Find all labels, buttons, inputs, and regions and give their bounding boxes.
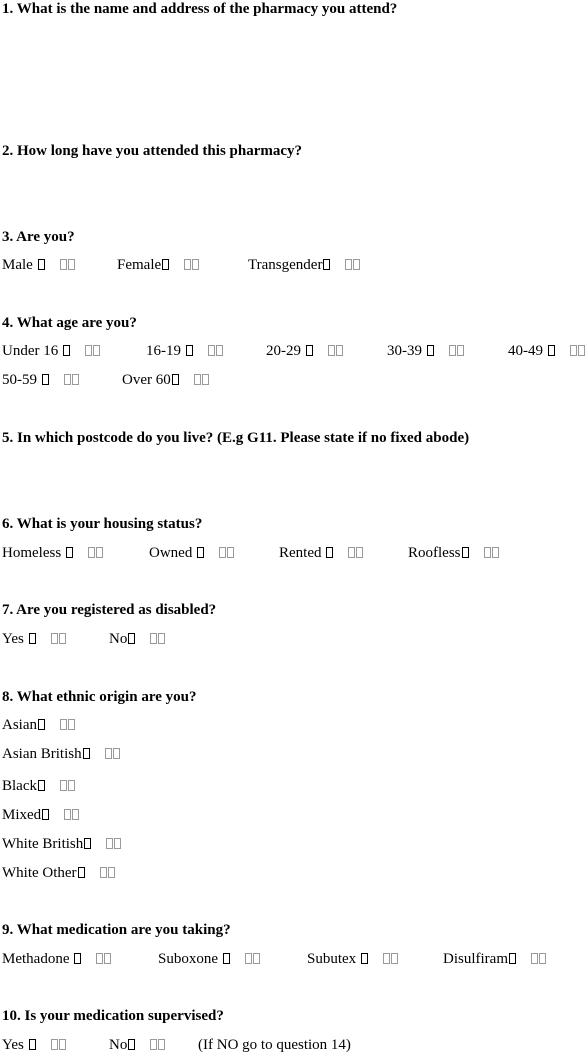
checkbox-icon[interactable] (60, 259, 67, 270)
checkbox-icon[interactable] (38, 719, 45, 730)
checkbox-icon[interactable] (570, 345, 577, 356)
option-subutex[interactable]: Subutex (307, 950, 398, 968)
option-50-59[interactable]: 50-59 (2, 371, 79, 389)
checkbox-icon[interactable] (578, 345, 585, 356)
checkbox-icon[interactable] (509, 953, 516, 964)
checkbox-icon[interactable] (100, 867, 107, 878)
checkbox-icon[interactable] (88, 547, 95, 558)
checkbox-icon[interactable] (68, 780, 75, 791)
checkbox-icon[interactable] (323, 259, 330, 270)
option-no[interactable]: No (109, 630, 165, 648)
checkbox-icon[interactable] (353, 259, 360, 270)
question-9-label: 9. What medication are you taking? (2, 922, 231, 938)
option-asian[interactable]: Asian (2, 716, 75, 734)
checkbox-icon[interactable] (336, 345, 343, 356)
checkbox-icon[interactable] (72, 374, 79, 385)
checkbox-icon[interactable] (84, 838, 91, 849)
checkbox-icon[interactable] (128, 1039, 135, 1050)
question-4-label: 4. What age are you? (2, 315, 137, 331)
checkbox-icon[interactable] (223, 953, 230, 964)
question-6-label: 6. What is your housing status? (2, 516, 203, 532)
skip-instruction: (If NO go to question 14) (198, 1037, 351, 1053)
question-4-options-row1 (2, 342, 588, 360)
checkbox-icon[interactable] (104, 953, 111, 964)
checkbox-icon[interactable] (114, 838, 121, 849)
option-asian-british[interactable]: Asian British (2, 745, 120, 763)
checkbox-icon[interactable] (51, 633, 58, 644)
checkbox-icon[interactable] (219, 547, 226, 558)
checkbox-icon[interactable] (68, 259, 75, 270)
checkbox-icon[interactable] (42, 809, 49, 820)
checkbox-icon[interactable] (42, 374, 49, 385)
checkbox-icon[interactable] (184, 259, 191, 270)
checkbox-icon[interactable] (64, 809, 71, 820)
checkbox-icon[interactable] (60, 780, 67, 791)
checkbox-icon[interactable] (484, 547, 491, 558)
checkbox-icon[interactable] (326, 547, 333, 558)
option-rented[interactable]: Rented (279, 544, 363, 562)
question-3-label: 3. Are you? (2, 229, 75, 245)
option-mixed[interactable]: Mixed (2, 806, 79, 824)
checkbox-icon[interactable] (192, 259, 199, 270)
checkbox-icon[interactable] (59, 633, 66, 644)
option-female[interactable]: Female (117, 256, 199, 274)
option-white-british[interactable]: White British (2, 835, 121, 853)
checkbox-icon[interactable] (38, 259, 45, 270)
checkbox-icon[interactable] (108, 867, 115, 878)
checkbox-icon[interactable] (356, 547, 363, 558)
checkbox-icon[interactable] (93, 345, 100, 356)
checkbox-icon[interactable] (96, 547, 103, 558)
checkbox-icon[interactable] (150, 1039, 157, 1050)
option-yes[interactable]: Yes (2, 630, 66, 648)
option-under-16[interactable]: Under 16 (2, 342, 100, 360)
checkbox-icon[interactable] (83, 748, 90, 759)
checkbox-icon[interactable] (78, 867, 85, 878)
checkbox-icon[interactable] (162, 259, 169, 270)
checkbox-icon[interactable] (38, 780, 45, 791)
checkbox-icon[interactable] (253, 953, 260, 964)
option-male[interactable]: Male (2, 256, 75, 274)
checkbox-icon[interactable] (462, 547, 469, 558)
checkbox-icon[interactable] (113, 748, 120, 759)
checkbox-icon[interactable] (427, 345, 434, 356)
checkbox-icon[interactable] (51, 1039, 58, 1050)
checkbox-icon[interactable] (328, 345, 335, 356)
checkbox-icon[interactable] (216, 345, 223, 356)
checkbox-icon[interactable] (531, 953, 538, 964)
checkbox-icon[interactable] (348, 547, 355, 558)
checkbox-icon[interactable] (158, 633, 165, 644)
option-transgender[interactable]: Transgender (248, 256, 360, 274)
checkbox-icon[interactable] (29, 1039, 36, 1050)
checkbox-icon[interactable] (128, 633, 135, 644)
checkbox-icon[interactable] (539, 953, 546, 964)
checkbox-icon[interactable] (306, 345, 313, 356)
checkbox-icon[interactable] (63, 345, 70, 356)
question-8-label: 8. What ethnic origin are you? (2, 689, 197, 705)
option-black[interactable]: Black (2, 777, 75, 795)
question-5-label: 5. In which postcode do you live? (E.g G11. Please state if no fixed abode) (2, 430, 470, 446)
checkbox-icon[interactable] (194, 374, 201, 385)
option-roofless[interactable]: Roofless (408, 544, 499, 562)
option-owned[interactable]: Owned (149, 544, 234, 562)
checkbox-icon[interactable] (202, 374, 209, 385)
checkbox-icon[interactable] (150, 633, 157, 644)
checkbox-icon[interactable] (208, 345, 215, 356)
option-40-49[interactable]: 40-49 (508, 342, 585, 360)
option-16-19[interactable]: 16-19 (146, 342, 223, 360)
option-homeless[interactable]: Homeless (2, 544, 103, 562)
option-white-other[interactable]: White Other (2, 864, 115, 882)
checkbox-icon[interactable] (158, 1039, 165, 1050)
checkbox-icon[interactable] (85, 345, 92, 356)
checkbox-icon[interactable] (492, 547, 499, 558)
checkbox-icon[interactable] (383, 953, 390, 964)
option-no[interactable]: No (109, 1036, 165, 1054)
question-2-label: 2. How long have you attended this pharmacy? (2, 143, 303, 159)
checkbox-icon[interactable] (60, 719, 67, 730)
checkbox-icon[interactable] (227, 547, 234, 558)
checkbox-icon[interactable] (449, 345, 456, 356)
option-over-60[interactable]: Over 60 (122, 371, 209, 389)
checkbox-icon[interactable] (105, 748, 112, 759)
checkbox-icon[interactable] (68, 719, 75, 730)
checkbox-icon[interactable] (391, 953, 398, 964)
checkbox-icon[interactable] (66, 547, 73, 558)
checkbox-icon[interactable] (245, 953, 252, 964)
checkbox-icon[interactable] (361, 953, 368, 964)
option-30-39[interactable]: 30-39 (387, 342, 464, 360)
checkbox-icon[interactable] (106, 838, 113, 849)
question-10-label: 10. Is your medication supervised? (2, 1008, 224, 1024)
option-disulfiram[interactable]: Disulfiram (443, 950, 546, 968)
checkbox-icon[interactable] (59, 1039, 66, 1050)
option-20-29[interactable]: 20-29 (266, 342, 343, 360)
checkbox-icon[interactable] (74, 953, 81, 964)
checkbox-icon[interactable] (197, 547, 204, 558)
checkbox-icon[interactable] (548, 345, 555, 356)
question-1-label: 1. What is the name and address of the pharmacy you attend? (2, 1, 398, 17)
checkbox-icon[interactable] (64, 374, 71, 385)
option-suboxone[interactable]: Suboxone (158, 950, 260, 968)
checkbox-icon[interactable] (172, 374, 179, 385)
checkbox-icon[interactable] (345, 259, 352, 270)
checkbox-icon[interactable] (72, 809, 79, 820)
checkbox-icon[interactable] (457, 345, 464, 356)
checkbox-icon[interactable] (186, 345, 193, 356)
option-methadone[interactable]: Methadone (2, 950, 111, 968)
option-yes[interactable]: Yes (2, 1036, 66, 1054)
checkbox-icon[interactable] (96, 953, 103, 964)
question-7-label: 7. Are you registered as disabled? (2, 602, 217, 618)
checkbox-icon[interactable] (29, 633, 36, 644)
